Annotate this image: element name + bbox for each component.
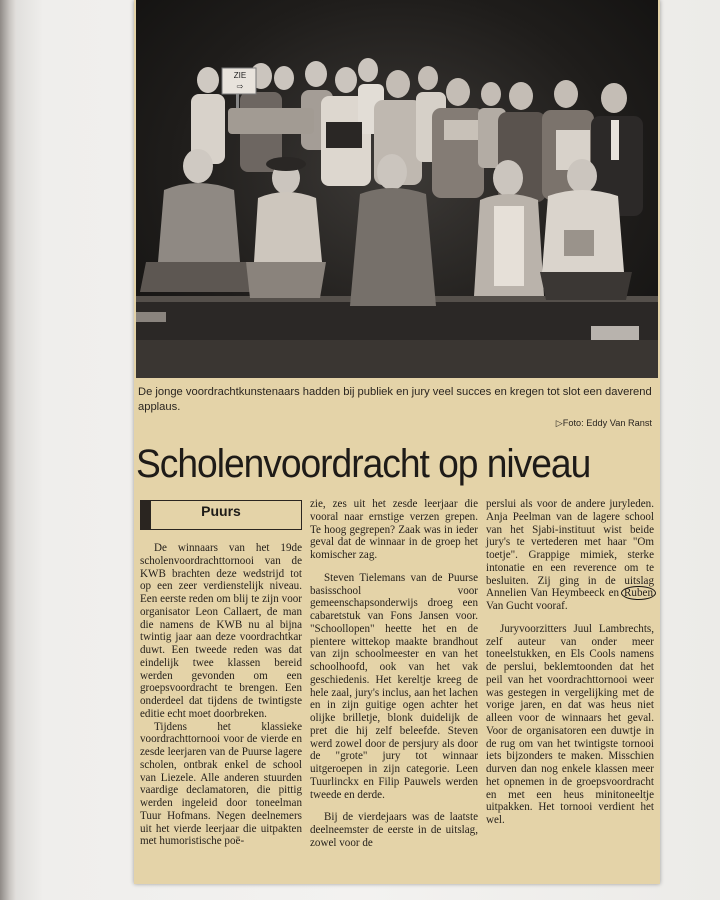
paragraph: De winnaars van het 19de scholenvoordrachttornooi van de KWB brachten deze wedstrijd tot op een zeer verdienstelijk niveau. Een eerste reden om blij te zijn voor organisator Leon Callaert, de man die namens de KWB nu al bijna twintig jaar aan deze voordrachtkar duwt. Een tweede reden was dat eindelijk twee klassen bereid werden gevonden om een groepsvoordracht te brengen. Een onderdeel dat tijdens de twintigste editie echt moet doorbreken. <box>140 542 302 720</box>
paragraph <box>486 498 654 613</box>
newspaper-clipping <box>134 0 660 884</box>
paragraph: Bij de vierdejaars was de laatste deelneemster de eerste in de uitslag, zowel voor de <box>310 811 478 849</box>
photo-caption: De jonge voordrachtkunstenaars hadden bij publiek en jury veel succes en kregen tot slot een daverend applaus. <box>138 386 652 413</box>
photo-sign <box>224 70 256 92</box>
photo-credit: ▷Foto: Eddy Van Ranst <box>555 418 652 428</box>
group-photo <box>136 0 658 378</box>
article-column-2 <box>310 498 478 850</box>
sign-label: ZIE <box>233 71 247 80</box>
circled-name: Ruben <box>621 586 656 600</box>
binder-edge <box>0 0 16 900</box>
paragraph-text: Van Gucht vooraf. <box>486 600 568 612</box>
location-kicker <box>140 500 302 530</box>
kicker-label: Puurs <box>201 503 241 519</box>
photo-drawing <box>136 0 658 378</box>
article-headline: Scholenvoordracht op niveau <box>136 442 591 486</box>
paragraph: Juryvoorzitters Juul Lambrechts, zelf auteur van onder meer toneelstukken, en Els Cools namens de perslui, beklemtoonden dat het peil van het voordrachttornooi weer was gestegen in vergelijking met de vorige jaren, en dat was heus niet alleen voor de winnaars het geval. Voor de organisatoren een duwtje in de rug om van het twintigste tornooi iets bijzonders te maken. Misschien durven dan nog enkele klassen meer het opnemen in de groepsvoordracht en met een heus minitoneeltje uitpakken. Het tornooi verdient het wel. <box>486 622 654 826</box>
paragraph: zie, zes uit het zesde leerjaar die vooral naar ernstige verzen grepen. Te hoog gegrepen? Zaak was in ieder geval dat de winnaar in de groep het komischer zag. <box>310 498 478 561</box>
paragraph: Tijdens het klassieke voordrachttornooi voor de vierde en zesde leerjaren van de Puurse lagere scholen, ontbrak enkel de school van Liezele. Alle anderen stuurden vaardige declamatoren, die pittig werden ingeleid door toneelman Tuur Hofmans. Negen deelnemers uit het vierde leerjaar die uitpakten met humoristische poë- <box>140 720 302 848</box>
article-column-3 <box>486 498 654 827</box>
sign-arrow-glyph: ⇨ <box>236 82 244 91</box>
paragraph-text: perslui als voor de andere juryleden. Anja Peelman van de lagere school van het Sjabi-instituut wist beide jury's te vertederen met haar "Om toetje". Grappige mimiek, sterke intonatie en een reverence om te besluiten. Zij ging in de uitslag Annelien Van Heymbeeck en <box>486 498 654 600</box>
paragraph: Steven Tielemans van de Puurse basisschool voor gemeenschapsonderwijs droeg een cabaretstuk van Fons Jansen voor. "Schoollopen" heette het en de pientere wittekop maakte brandhout van zijn schoolmeester en van het schoolhoofd, ook van het vak geschiedenis. Het kereltje kreeg de hele zaal, jury's inclus, aan het lachen en in zijn guitige ogen achter het olijke brilletje, blonk duidelijk de pret die hij zelf beleefde. Steven werd zowel door de persjury als door de "grote" jury tot winnaar uitgeroepen in zijn categorie. Leen Tuurlinckx en Filip Pauwels werden tweede en derde. <box>310 571 478 801</box>
article-column-1 <box>140 500 302 848</box>
